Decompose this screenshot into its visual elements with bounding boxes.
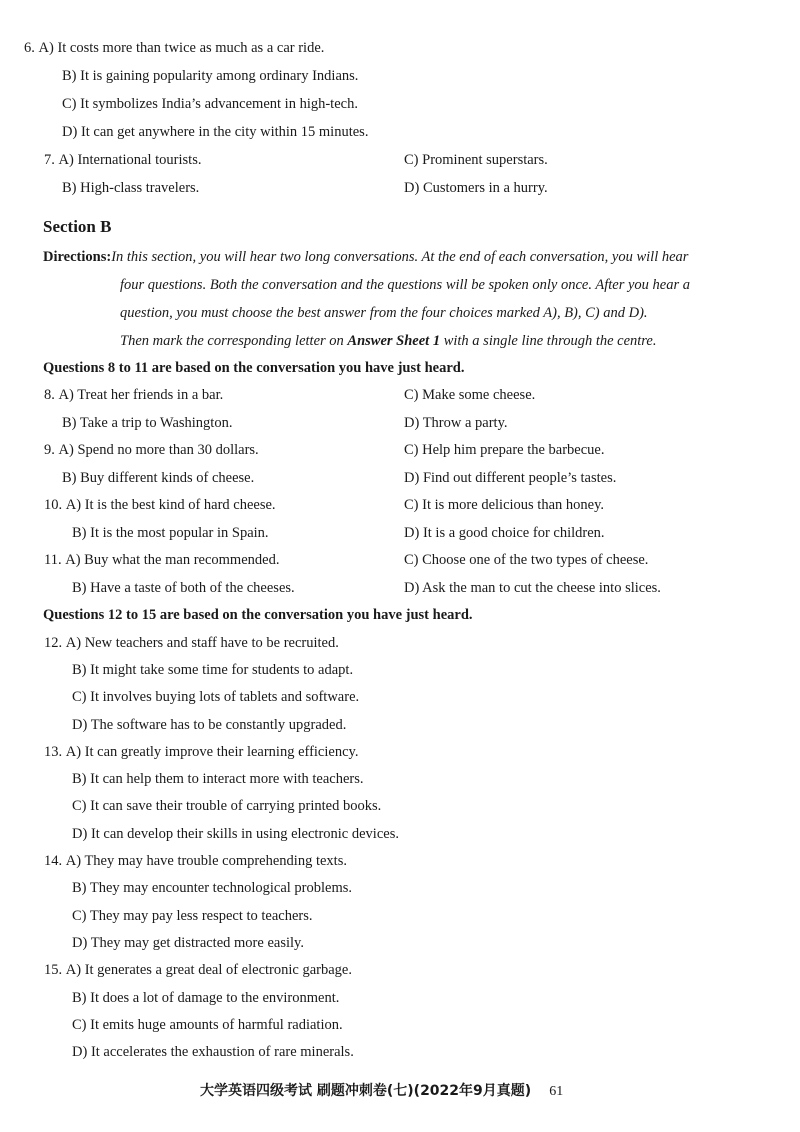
option-text: It symbolizes India’s advancement in high-tech. xyxy=(80,96,358,112)
footer-title: 大学英语四级考试 刷题冲刺卷(七)(2022年9月真题) xyxy=(200,1083,532,1099)
directions-text: question, you must choose the best answer from the four choices marked A), B), C) and D). xyxy=(120,305,648,321)
q8-option-b xyxy=(62,412,232,434)
option-text: Take a trip to Washington. xyxy=(79,415,233,431)
answer-sheet-label: Answer Sheet 1 xyxy=(347,333,441,349)
question-number: 14. xyxy=(44,853,63,869)
option-text: It does a lot of damage to the environment. xyxy=(90,990,340,1006)
option-text: New teachers and staff have to be recruited. xyxy=(84,635,339,651)
option-text: It is the most popular in Spain. xyxy=(90,525,269,541)
option-letter: D) xyxy=(404,470,420,486)
option-letter: B) xyxy=(62,180,77,196)
option-letter: C) xyxy=(404,387,419,403)
option-text: It can greatly improve their learning efficiency. xyxy=(84,744,359,760)
q9-option-c xyxy=(404,439,605,461)
option-letter: A) xyxy=(65,744,82,760)
option-text: It accelerates the exhaustion of rare minerals. xyxy=(90,1044,354,1060)
option-text: They may encounter technological problems. xyxy=(89,880,352,896)
page-number: 61 xyxy=(549,1084,564,1099)
q15-option-b xyxy=(72,987,339,1009)
q13-option-c xyxy=(72,795,381,817)
question-number: 7. xyxy=(44,152,55,168)
q7-option-c xyxy=(404,149,548,171)
group-heading-8-11: Questions 8 to 11 are based on the conversation you have just heard. xyxy=(43,360,465,376)
q6-option-a xyxy=(24,37,324,59)
directions-text: four questions. Both the conversation and the questions will be spoken only once. After you hear a xyxy=(120,277,690,293)
q12-option-b xyxy=(72,659,353,681)
q10-option-d xyxy=(404,522,605,544)
option-letter: A) xyxy=(38,40,54,56)
q8-option-d xyxy=(404,412,508,434)
option-letter: C) xyxy=(404,497,419,513)
directions-line-4 xyxy=(120,330,656,352)
option-letter: B) xyxy=(72,580,87,596)
q12-option-c xyxy=(72,686,359,708)
q12-option-d xyxy=(72,714,346,736)
option-letter: B) xyxy=(72,771,87,787)
option-text: They may have trouble comprehending texts. xyxy=(84,853,347,869)
option-text: It is the best kind of hard cheese. xyxy=(84,497,276,513)
q10-option-b xyxy=(72,522,269,544)
q14-option-b xyxy=(72,877,352,899)
option-text: Ask the man to cut the cheese into slices. xyxy=(422,580,661,596)
option-text: It is gaining popularity among ordinary Indians. xyxy=(80,68,359,84)
q9-option-b xyxy=(62,467,254,489)
option-text: It can help them to interact more with teachers. xyxy=(90,771,364,787)
option-letter: D) xyxy=(404,415,420,431)
option-letter: C) xyxy=(404,442,419,458)
option-text: It involves buying lots of tablets and software. xyxy=(90,689,360,705)
option-text: They may pay less respect to teachers. xyxy=(89,908,313,924)
option-text: It is a good choice for children. xyxy=(422,525,605,541)
option-text: It costs more than twice as much as a car ride. xyxy=(57,40,325,56)
option-text: Customers in a hurry. xyxy=(422,180,548,196)
option-text: Make some cheese. xyxy=(422,387,536,403)
option-text: It generates a great deal of electronic garbage. xyxy=(84,962,352,978)
page-footer xyxy=(200,1080,563,1102)
question-number: 12. xyxy=(44,635,63,651)
option-text: Buy different kinds of cheese. xyxy=(80,470,255,486)
option-letter: C) xyxy=(72,798,87,814)
option-text: Choose one of the two types of cheese. xyxy=(422,552,649,568)
option-text: It emits huge amounts of harmful radiation. xyxy=(90,1017,343,1033)
question-number: 6. xyxy=(24,40,35,56)
option-letter: C) xyxy=(72,689,87,705)
q11-option-d xyxy=(404,577,661,599)
directions-label: Directions: xyxy=(43,249,112,265)
q12-option-a xyxy=(44,632,339,654)
option-letter: D) xyxy=(72,826,88,842)
option-letter: B) xyxy=(62,415,77,431)
option-text: International tourists. xyxy=(77,152,202,168)
option-letter: D) xyxy=(404,580,420,596)
option-letter: A) xyxy=(58,387,74,403)
option-text: They may get distracted more easily. xyxy=(90,935,304,951)
question-number: 9. xyxy=(44,442,55,458)
question-number: 10. xyxy=(44,497,63,513)
option-letter: C) xyxy=(404,152,419,168)
question-number: 13. xyxy=(44,744,63,760)
option-letter: A) xyxy=(65,497,82,513)
option-letter: B) xyxy=(62,68,77,84)
q6-option-b xyxy=(62,65,358,87)
q7-option-b xyxy=(62,177,199,199)
option-letter: A) xyxy=(65,552,81,568)
option-text: It can develop their skills in using electronic devices. xyxy=(90,826,399,842)
option-text: Help him prepare the barbecue. xyxy=(422,442,605,458)
option-letter: C) xyxy=(72,908,87,924)
option-text: Have a taste of both of the cheeses. xyxy=(90,580,295,596)
q9-option-a xyxy=(44,439,259,461)
option-letter: A) xyxy=(65,635,82,651)
option-letter: C) xyxy=(404,552,419,568)
option-text: Throw a party. xyxy=(422,415,508,431)
option-letter: C) xyxy=(62,96,77,112)
q11-option-b xyxy=(72,577,295,599)
q11-option-a xyxy=(44,549,279,571)
directions-line-3 xyxy=(120,302,648,324)
directions-text: Then mark the corresponding letter on xyxy=(120,333,344,349)
group-heading-12-15: Questions 12 to 15 are based on the conversation you have just heard. xyxy=(43,607,473,623)
option-letter: D) xyxy=(62,124,78,140)
option-text: It can save their trouble of carrying printed books. xyxy=(90,798,382,814)
option-letter: B) xyxy=(72,990,87,1006)
directions-text: In this section, you will hear two long conversations. At the end of each conversation, you will hear xyxy=(111,249,689,265)
option-text: It can get anywhere in the city within 15 minutes. xyxy=(80,124,369,140)
question-number: 15. xyxy=(44,962,63,978)
question-number: 11. xyxy=(44,552,62,568)
q6-option-c xyxy=(62,93,358,115)
q13-option-d xyxy=(72,823,399,845)
option-text: Spend no more than 30 dollars. xyxy=(77,442,259,458)
option-text: Find out different people’s tastes. xyxy=(422,470,617,486)
q10-option-a xyxy=(44,494,276,516)
q14-option-c xyxy=(72,905,313,927)
option-letter: A) xyxy=(58,152,74,168)
q15-option-d xyxy=(72,1041,354,1063)
q14-option-d xyxy=(72,932,304,954)
option-letter: D) xyxy=(72,1044,88,1060)
option-text: High-class travelers. xyxy=(80,180,200,196)
option-letter: D) xyxy=(72,935,88,951)
q10-option-c xyxy=(404,494,604,516)
q6-option-d xyxy=(62,121,368,143)
option-letter: C) xyxy=(72,1017,87,1033)
option-text: It might take some time for students to adapt. xyxy=(90,662,354,678)
option-letter: B) xyxy=(72,525,87,541)
option-text: Buy what the man recommended. xyxy=(84,552,280,568)
option-letter: A) xyxy=(65,962,82,978)
option-letter: D) xyxy=(404,180,420,196)
q13-option-b xyxy=(72,768,364,790)
option-letter: D) xyxy=(72,717,88,733)
q15-option-c xyxy=(72,1014,343,1036)
option-letter: A) xyxy=(65,853,82,869)
q15-option-a xyxy=(44,959,352,981)
option-text: It is more delicious than honey. xyxy=(422,497,605,513)
directions-line-2 xyxy=(120,274,690,296)
directions-text: with a single line through the centre. xyxy=(443,333,657,349)
q7-option-a xyxy=(44,149,201,171)
option-text: Treat her friends in a bar. xyxy=(77,387,224,403)
option-text: Prominent superstars. xyxy=(422,152,548,168)
q7-option-d xyxy=(404,177,548,199)
option-letter: D) xyxy=(404,525,420,541)
directions-line-1 xyxy=(43,246,688,268)
section-title: Section B xyxy=(43,217,112,236)
q11-option-c xyxy=(404,549,648,571)
option-letter: B) xyxy=(72,662,87,678)
option-letter: B) xyxy=(62,470,77,486)
question-number: 8. xyxy=(44,387,55,403)
option-text: The software has to be constantly upgraded. xyxy=(90,717,347,733)
q9-option-d xyxy=(404,467,616,489)
q13-option-a xyxy=(44,741,358,763)
q8-option-a xyxy=(44,384,223,406)
option-letter: A) xyxy=(58,442,74,458)
q8-option-c xyxy=(404,384,535,406)
option-letter: B) xyxy=(72,880,87,896)
q14-option-a xyxy=(44,850,347,872)
